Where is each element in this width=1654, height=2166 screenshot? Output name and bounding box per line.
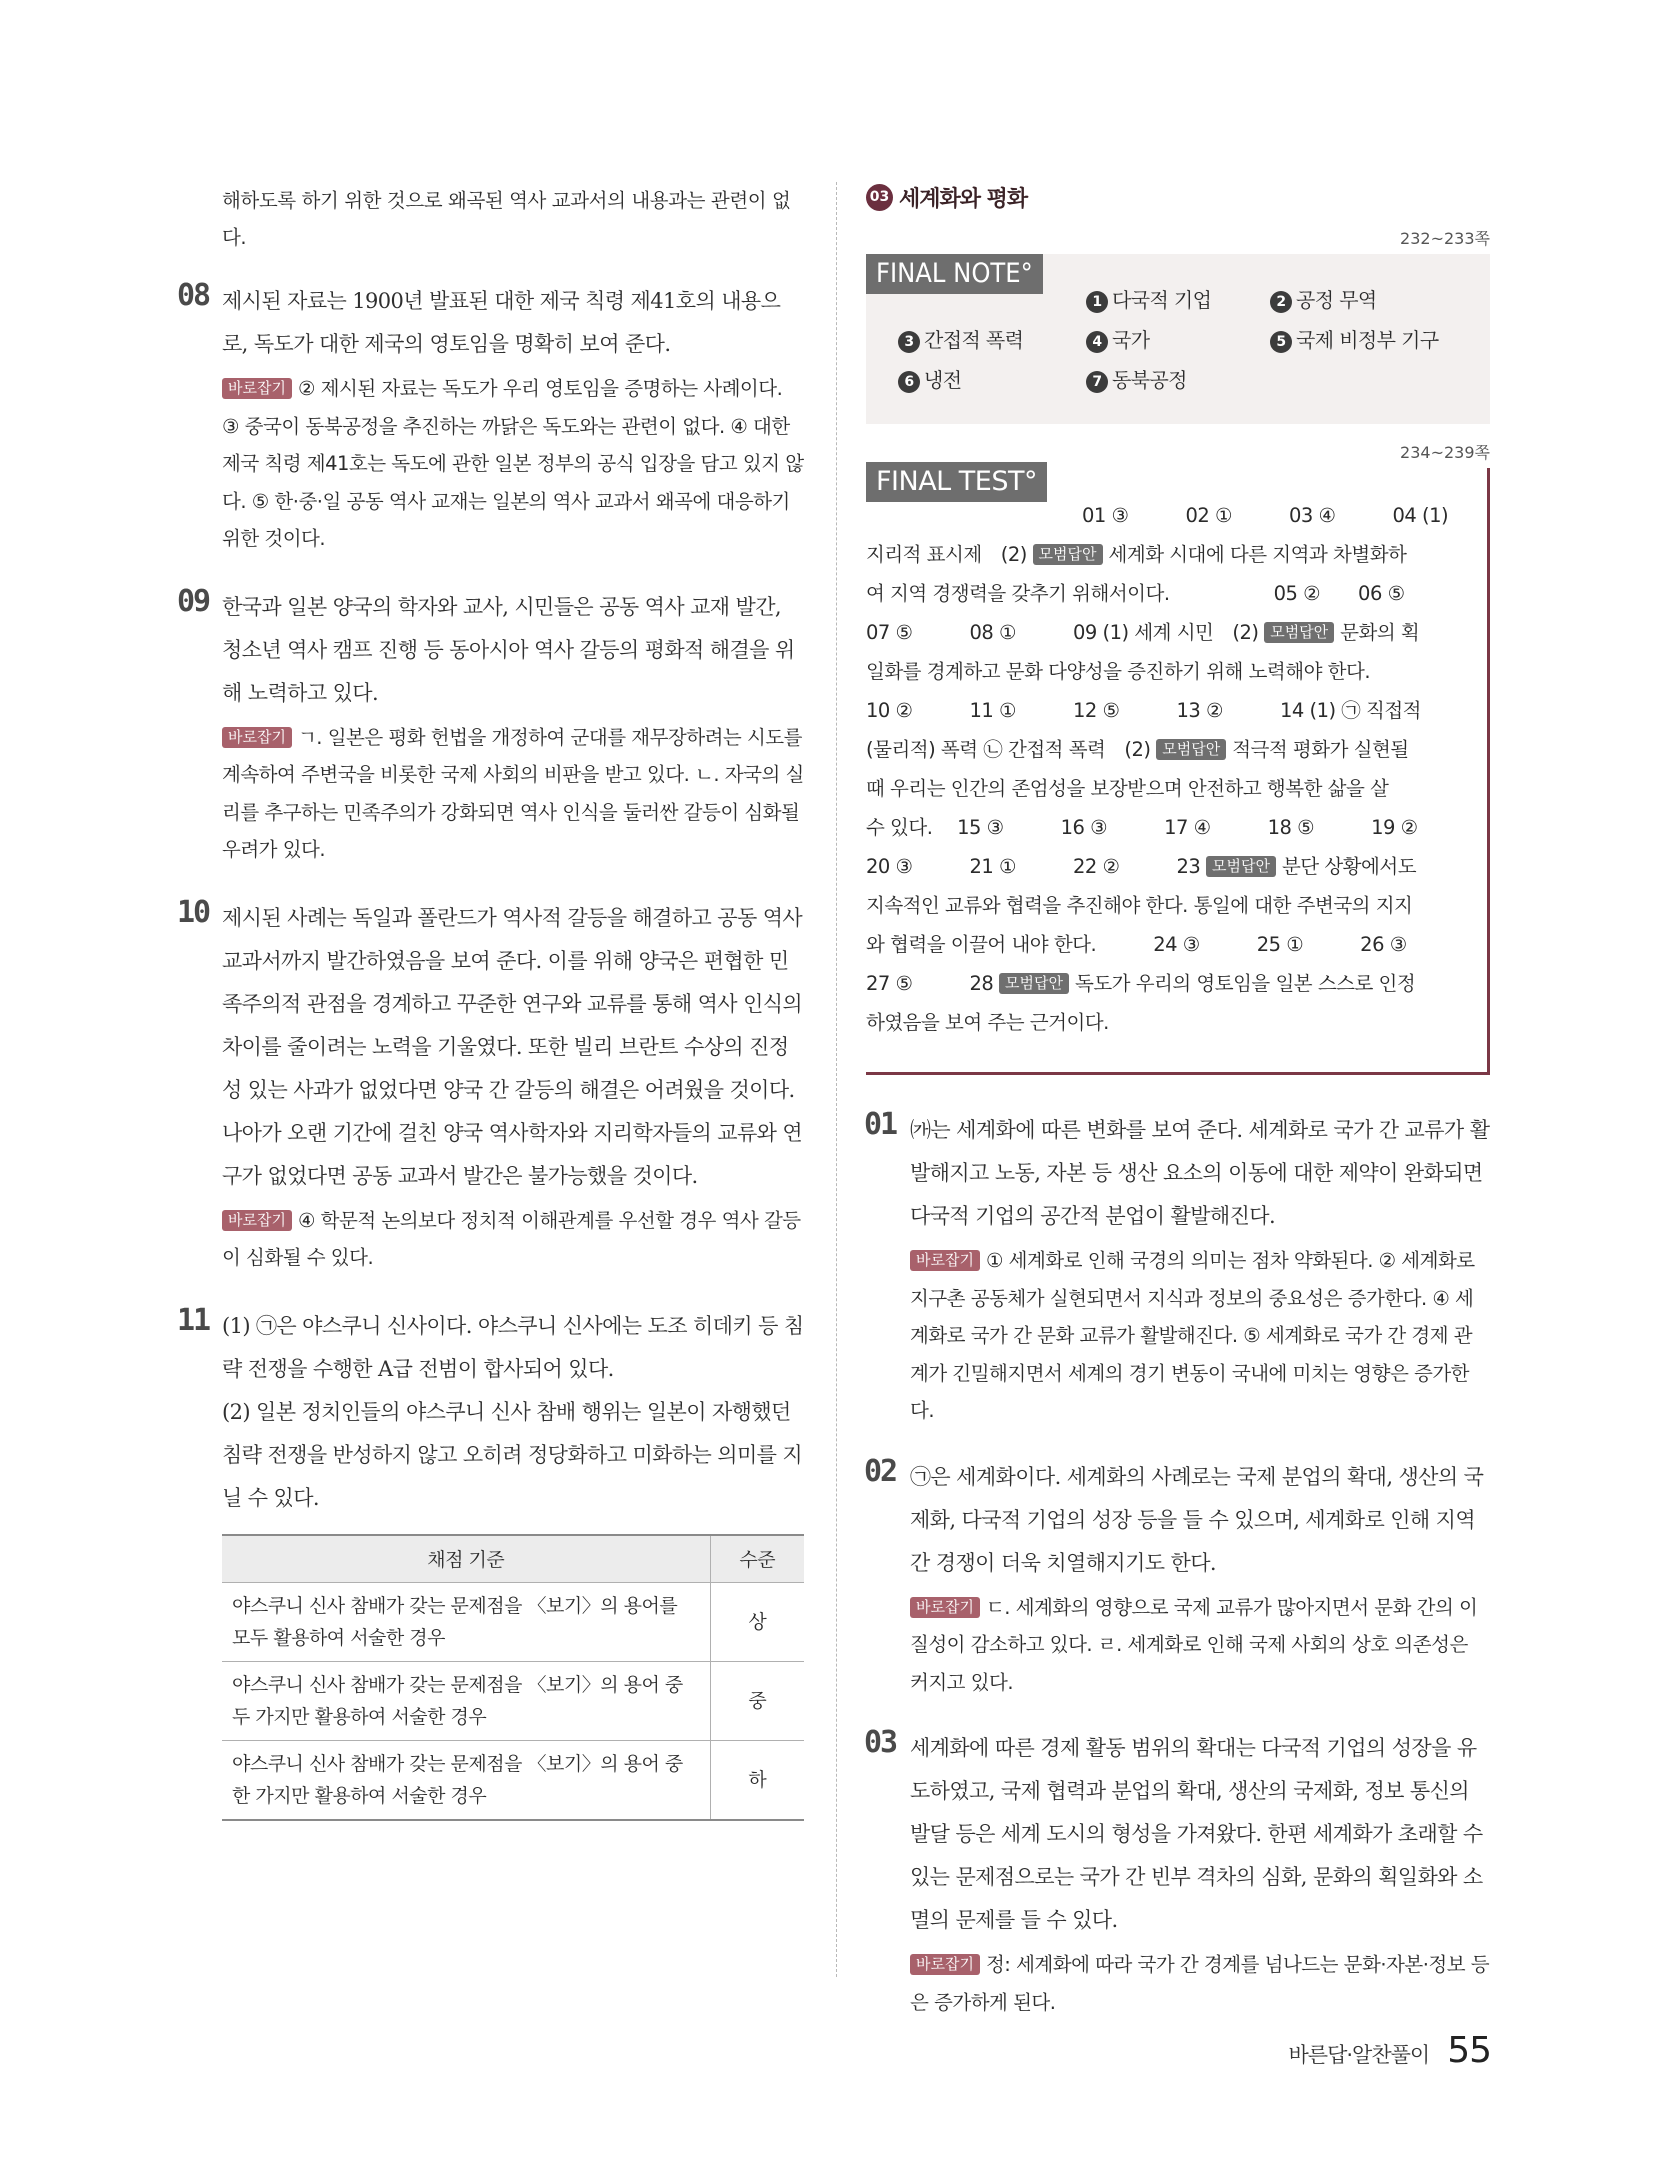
answer-text: 제시된 사례는 독일과 폴란드가 역사적 갈등을 해결하고 공동 역사 교과서까지 발간하였음을 보여 준다. 이를 위해 양국은 편협한 민족주의적 관점을 경계하고 꾸준한 연구와 교류를 통해 역사 인식의 차이를 줄이려는 노력을 기울였다. 또한 빌리 브란트 수상의 진정성 있는 사과가 없었다면 양국 간 갈등의 해결은 어려웠을 것이다. 나아가 오랜 기간에 걸친 양국 역사학자와 지리학자들의 교류와 연구가 없었다면 공동 교과서 발간은 불가능했을 것이다.	[222, 905, 803, 1188]
note-item: 2 공정 무역	[1270, 284, 1377, 313]
note-item: 7 동북공정	[1086, 364, 1187, 393]
final-note-box	[866, 254, 1490, 424]
note-item: 4 국가	[1086, 324, 1149, 353]
correction-note	[866, 1589, 1490, 1702]
answer-line: (물리적) 폭력 ㉡ 간접적 폭력 (2) 모범답안 적극적 평화가 실현될	[866, 738, 1409, 761]
note-item: 3 간접적 폭력	[898, 324, 1023, 353]
final-test-label: FINAL TEST°	[866, 462, 1047, 502]
answer-line: 07 ⑤ 08 ① 09 (1) 세계 시민 (2) 모범답안 문화의 획	[866, 621, 1420, 644]
correction-badge: 바로잡기	[910, 1250, 980, 1271]
model-answer-badge: 모범답안	[999, 973, 1069, 994]
section-title-text: 세계화와 평화	[899, 186, 1028, 212]
footer-label: 바른답·알찬풀이	[1288, 2043, 1430, 2067]
question-number: 09	[177, 583, 210, 619]
question-number: 02	[864, 1453, 897, 1489]
answer-02	[864, 1453, 1490, 1702]
question-number: 08	[177, 278, 210, 313]
number-circle-icon: 7	[1086, 371, 1108, 393]
answer-line: 와 협력을 이끌어 내야 한다. 24 ③ 25 ① 26 ③	[866, 933, 1407, 956]
answer-line: 여 지역 경쟁력을 갖추기 위해서이다. 05 ② 06 ⑤	[866, 582, 1405, 605]
correction-note	[866, 1242, 1490, 1430]
question-09	[177, 583, 804, 869]
final-note-label: FINAL NOTE°	[866, 254, 1043, 294]
answer-line: 27 ⑤ 28 모범답안 독도가 우리의 영토임을 일본 스스로 인정	[866, 972, 1416, 995]
answer-line: 10 ② 11 ① 12 ⑤ 13 ② 14 (1) ㉠ 직접적	[866, 699, 1422, 722]
table-row	[222, 1583, 804, 1662]
section-title	[866, 182, 1490, 212]
note-item: 6 냉전	[898, 364, 961, 393]
section-number-icon: 03	[866, 184, 893, 211]
answer-line: 일화를 경계하고 문화 다양성을 증진하기 위해 노력해야 한다.	[866, 660, 1371, 683]
question-number: 01	[864, 1107, 897, 1142]
answer-03	[866, 1727, 1490, 2021]
correction-text: ① 세계화로 인해 국경의 의미는 점차 약화된다. ② 세계화로 지구촌 공동체가 실현되면서 지식과 정보의 중요성은 증가한다. ④ 세계화로 국가 간 문화 교류가 활발해진다. ⑤ 세계화로 국가 간 경제 관계가 긴밀해지면서 세계의 경기 변동이 국내에 미치는 영향은 증가한다.	[910, 1249, 1475, 1422]
answer-line: 20 ③ 21 ① 22 ② 23 모범답안 분단 상황에서도	[866, 855, 1417, 878]
correction-note	[222, 1202, 804, 1277]
answer-text-part2: (2) 일본 정치인들의 야스쿠니 신사 참배 행위는 일본이 자행했던 침략 전쟁을 반성하지 않고 오히려 정당화하고 미화하는 의미를 지닐 수 있다.	[222, 1399, 803, 1510]
answer-text: 한국과 일본 양국의 학자와 교사, 시민들은 공동 역사 교재 발간, 청소년 역사 캠프 진행 등 동아시아 역사 갈등의 평화적 해결을 위해 노력하고 있다.	[222, 594, 795, 705]
model-answer-badge: 모범답안	[1264, 622, 1334, 643]
correction-note	[222, 370, 804, 558]
answer-text-part1: (1) ㉠은 야스쿠니 신사이다. 야스쿠니 신사에는 도조 히데키 등 침략 전쟁을 수행한 A급 전범이 합사되어 있다.	[222, 1313, 804, 1381]
answer-text: 세계화에 따른 경제 활동 범위의 확대는 다국적 기업의 성장을 유도하였고, 국제 협력과 분업의 확대, 생산의 국제화, 정보 통신의 발달 등은 세계 도시의 형성을 가져왔다. 한편 세계화가 초래할 수 있는 문제점으로는 국가 간 빈부 격차의 심화, 문화의 획일화와 소멸의 문제를 들 수 있다.	[910, 1736, 1483, 1932]
model-answer-badge: 모범답안	[1206, 856, 1276, 877]
final-test-box	[866, 468, 1490, 1075]
correction-text: ㄷ. 세계화의 영향으로 국제 교류가 많아지면서 문화 간의 이질성이 감소하고 있다. ㄹ. 세계화로 인해 국제 사회의 상호 의존성은 커지고 있다.	[910, 1595, 1478, 1694]
table-row	[222, 1741, 804, 1821]
number-circle-icon: 5	[1270, 331, 1292, 353]
number-circle-icon: 4	[1086, 331, 1108, 353]
correction-badge: 바로잡기	[910, 1954, 980, 1975]
answer-text: ㉠은 세계화이다. 세계화의 사례로는 국제 분업의 확대, 생산의 국제화, 다국적 기업의 성장 등을 들 수 있으며, 세계화로 인해 지역 간 경쟁이 더욱 치열해지기도 한다.	[910, 1464, 1484, 1575]
correction-note	[866, 1946, 1490, 2021]
number-circle-icon: 1	[1086, 291, 1108, 313]
column-divider	[836, 182, 837, 1977]
answer-text: ㈎는 세계화에 따른 변화를 보여 준다. 세계화로 국가 간 교류가 활발해지고 노동, 자본 등 생산 요소의 이동에 대한 제약이 완화되면 다국적 기업의 공간적 분업이 활발해진다.	[910, 1118, 1490, 1228]
continuation-text: 해하도록 하기 위한 것으로 왜곡된 역사 교과서의 내용과는 관련이 없다.	[222, 189, 791, 249]
question-08	[177, 278, 804, 558]
question-10	[177, 894, 804, 1277]
test-page-reference: 234~239쪽	[1400, 443, 1490, 462]
note-page-reference: 232~233쪽	[1400, 229, 1490, 248]
rubric-header-level: 수준	[710, 1535, 804, 1583]
question-number: 03	[864, 1725, 897, 1760]
left-column	[177, 182, 804, 1849]
note-item: 5 국제 비정부 기구	[1270, 324, 1439, 353]
rubric-header-criteria: 채점 기준	[222, 1535, 710, 1583]
rubric-level: 하	[710, 1741, 804, 1821]
correction-badge: 바로잡기	[222, 1210, 292, 1231]
correction-badge: 바로잡기	[222, 378, 292, 399]
correction-text: ② 제시된 자료는 독도가 우리 영토임을 증명하는 사례이다. ③ 중국이 동북공정을 추진하는 까닭은 독도와는 관련이 없다. ④ 대한 제국 칙령 제41호는 독도에 관한 일본 정부의 공식 입장을 담고 있지 않다. ⑤ 한·중·일 공동 역사 교재는 일본의 역사 교과서 왜곡에 대응하기 위한 것이다.	[222, 377, 804, 550]
answer-line: 지속적인 교류와 협력을 추진해야 한다. 통일에 대한 주변국의 지지	[866, 894, 1413, 917]
table-row	[222, 1662, 804, 1741]
rubric-criteria: 야스쿠니 신사 참배가 갖는 문제점을 〈보기〉의 용어 중 두 가지만 활용하여 서술한 경우	[222, 1662, 710, 1741]
correction-text: ④ 학문적 논의보다 정치적 이해관계를 우선할 경우 역사 갈등이 심화될 수 있다.	[222, 1208, 801, 1269]
answer-text: 제시된 자료는 1900년 발표된 대한 제국 칙령 제41호의 내용으로, 독도가 대한 제국의 영토임을 명확히 보여 준다.	[222, 289, 781, 356]
number-circle-icon: 3	[898, 331, 920, 353]
answer-line: 수 있다. 15 ③ 16 ③ 17 ④ 18 ⑤ 19 ②	[866, 816, 1418, 839]
right-column	[866, 182, 1490, 2047]
answer-line: 하였음을 보여 주는 근거이다.	[866, 1011, 1109, 1034]
page-number: 55	[1447, 2030, 1491, 2071]
page-footer	[1289, 2030, 1492, 2071]
model-answer-badge: 모범답안	[1156, 739, 1226, 760]
correction-text: ㄱ. 일본은 평화 헌법을 개정하여 군대를 재무장하려는 시도를 계속하여 주변국을 비롯한 국제 사회의 비판을 받고 있다. ㄴ. 자국의 실리를 추구하는 민족주의가 강화되면 역사 인식을 둘러싼 갈등이 심화될 우려가 있다.	[222, 725, 804, 861]
question-number: 11	[177, 1302, 210, 1338]
model-answer-badge: 모범답안	[1033, 544, 1103, 565]
answer-01	[866, 1109, 1490, 1430]
correction-text: 정: 세계화에 따라 국가 간 경계를 넘나드는 문화·자본·정보 등은 증가하게 된다.	[910, 1953, 1490, 2014]
rubric-criteria: 야스쿠니 신사 참배가 갖는 문제점을 〈보기〉의 용어 중 한 가지만 활용하여 서술한 경우	[222, 1741, 710, 1821]
rubric-level: 중	[710, 1662, 804, 1741]
answer-line: 때 우리는 인간의 존엄성을 보장받으며 안전하고 행복한 삶을 살	[866, 777, 1389, 800]
question-11	[177, 1302, 804, 1822]
correction-badge: 바로잡기	[910, 1597, 980, 1618]
question-number: 10	[177, 894, 210, 930]
rubric-level: 상	[710, 1583, 804, 1662]
note-item: 1 다국적 기업	[1086, 284, 1211, 313]
answer-line: 지리적 표시제 (2) 모범답안 세계화 시대에 다른 지역과 차별화하	[866, 543, 1407, 566]
number-circle-icon: 2	[1270, 291, 1292, 313]
rubric-criteria: 야스쿠니 신사 참배가 갖는 문제점을 〈보기〉의 용어를 모두 활용하여 서술한 경우	[222, 1583, 710, 1662]
correction-note	[222, 719, 804, 869]
correction-badge: 바로잡기	[222, 727, 292, 748]
answer-line: 01 ③ 02 ① 03 ④ 04 (1)	[1082, 504, 1449, 527]
scoring-rubric-table	[222, 1534, 804, 1822]
number-circle-icon: 6	[898, 371, 920, 393]
